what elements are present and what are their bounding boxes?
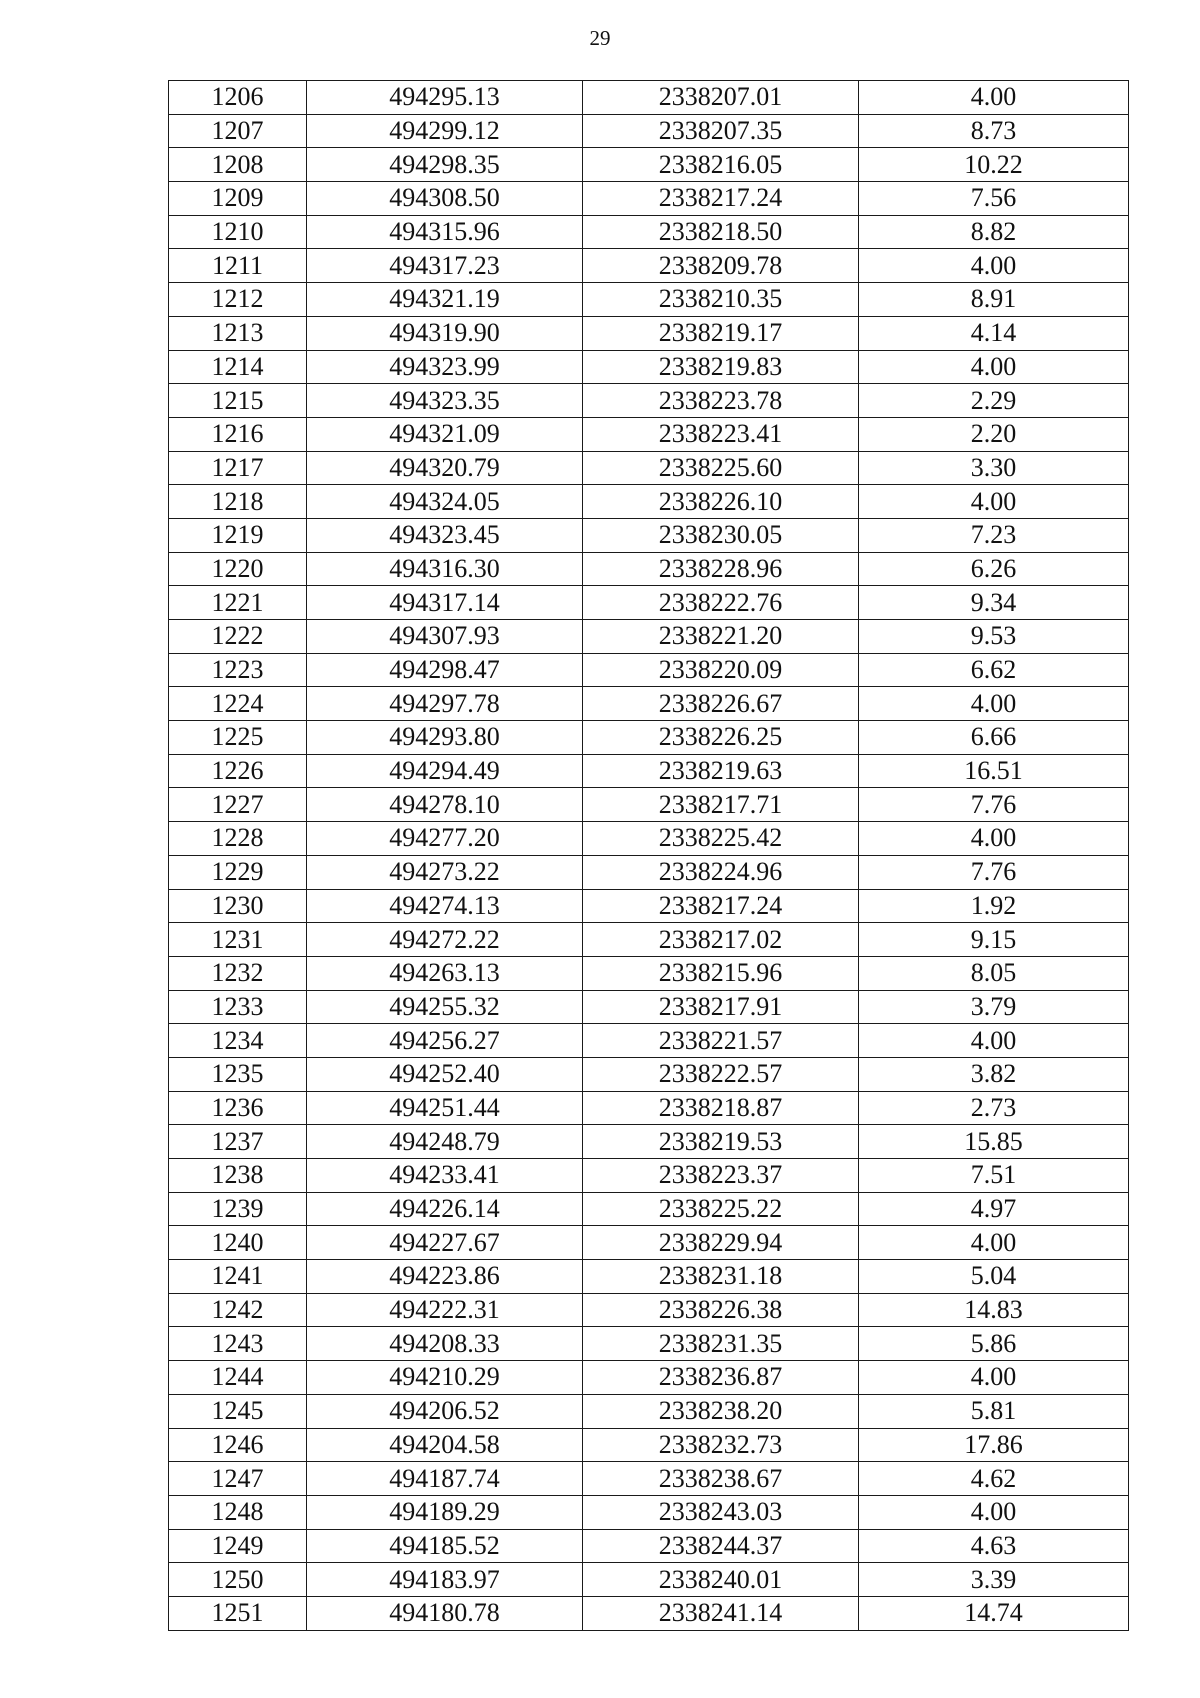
- point-number-cell: 1213: [169, 316, 307, 350]
- point-number-cell: 1209: [169, 182, 307, 216]
- point-number-cell: 1228: [169, 822, 307, 856]
- x-coordinate-cell: 494278.10: [307, 788, 583, 822]
- y-coordinate-cell: 2338232.73: [583, 1428, 859, 1462]
- table-row: [169, 1563, 1129, 1597]
- distance-cell: 7.56: [859, 182, 1129, 216]
- table-row: [169, 114, 1129, 148]
- y-coordinate-cell: 2338243.03: [583, 1495, 859, 1529]
- point-number-cell: 1250: [169, 1563, 307, 1597]
- point-number-cell: 1211: [169, 249, 307, 283]
- table-row: [169, 1529, 1129, 1563]
- y-coordinate-cell: 2338231.18: [583, 1260, 859, 1294]
- table-row: [169, 1057, 1129, 1091]
- x-coordinate-cell: 494189.29: [307, 1495, 583, 1529]
- table-row: [169, 1462, 1129, 1496]
- distance-cell: 4.14: [859, 316, 1129, 350]
- table-row: [169, 788, 1129, 822]
- table-row: [169, 1361, 1129, 1395]
- y-coordinate-cell: 2338228.96: [583, 552, 859, 586]
- point-number-cell: 1235: [169, 1057, 307, 1091]
- y-coordinate-cell: 2338219.17: [583, 316, 859, 350]
- y-coordinate-cell: 2338217.91: [583, 990, 859, 1024]
- y-coordinate-cell: 2338241.14: [583, 1596, 859, 1630]
- point-number-cell: 1232: [169, 956, 307, 990]
- x-coordinate-cell: 494317.14: [307, 586, 583, 620]
- distance-cell: 6.62: [859, 653, 1129, 687]
- distance-cell: 4.00: [859, 350, 1129, 384]
- table-row: [169, 1125, 1129, 1159]
- point-number-cell: 1216: [169, 417, 307, 451]
- x-coordinate-cell: 494307.93: [307, 620, 583, 654]
- point-number-cell: 1233: [169, 990, 307, 1024]
- x-coordinate-cell: 494273.22: [307, 855, 583, 889]
- table-row: [169, 215, 1129, 249]
- x-coordinate-cell: 494208.33: [307, 1327, 583, 1361]
- y-coordinate-cell: 2338217.02: [583, 923, 859, 957]
- x-coordinate-cell: 494293.80: [307, 721, 583, 755]
- y-coordinate-cell: 2338219.83: [583, 350, 859, 384]
- x-coordinate-cell: 494320.79: [307, 451, 583, 485]
- coordinate-table: [168, 80, 1129, 1631]
- y-coordinate-cell: 2338230.05: [583, 518, 859, 552]
- x-coordinate-cell: 494274.13: [307, 889, 583, 923]
- y-coordinate-cell: 2338238.20: [583, 1394, 859, 1428]
- y-coordinate-cell: 2338244.37: [583, 1529, 859, 1563]
- x-coordinate-cell: 494248.79: [307, 1125, 583, 1159]
- point-number-cell: 1230: [169, 889, 307, 923]
- distance-cell: 4.00: [859, 687, 1129, 721]
- point-number-cell: 1217: [169, 451, 307, 485]
- y-coordinate-cell: 2338231.35: [583, 1327, 859, 1361]
- point-number-cell: 1215: [169, 384, 307, 418]
- x-coordinate-cell: 494256.27: [307, 1024, 583, 1058]
- x-coordinate-cell: 494321.19: [307, 283, 583, 317]
- distance-cell: 4.00: [859, 822, 1129, 856]
- point-number-cell: 1241: [169, 1260, 307, 1294]
- distance-cell: 5.04: [859, 1260, 1129, 1294]
- x-coordinate-cell: 494295.13: [307, 81, 583, 115]
- y-coordinate-cell: 2338224.96: [583, 855, 859, 889]
- distance-cell: 4.00: [859, 81, 1129, 115]
- y-coordinate-cell: 2338207.35: [583, 114, 859, 148]
- x-coordinate-cell: 494315.96: [307, 215, 583, 249]
- x-coordinate-cell: 494298.35: [307, 148, 583, 182]
- y-coordinate-cell: 2338209.78: [583, 249, 859, 283]
- point-number-cell: 1214: [169, 350, 307, 384]
- y-coordinate-cell: 2338219.53: [583, 1125, 859, 1159]
- table-row: [169, 620, 1129, 654]
- distance-cell: 8.91: [859, 283, 1129, 317]
- y-coordinate-cell: 2338226.67: [583, 687, 859, 721]
- distance-cell: 7.76: [859, 788, 1129, 822]
- point-number-cell: 1238: [169, 1159, 307, 1193]
- table-row: [169, 283, 1129, 317]
- distance-cell: 10.22: [859, 148, 1129, 182]
- distance-cell: 2.29: [859, 384, 1129, 418]
- distance-cell: 7.51: [859, 1159, 1129, 1193]
- x-coordinate-cell: 494323.99: [307, 350, 583, 384]
- table-row: [169, 81, 1129, 115]
- table-row: [169, 687, 1129, 721]
- x-coordinate-cell: 494180.78: [307, 1596, 583, 1630]
- y-coordinate-cell: 2338226.25: [583, 721, 859, 755]
- page-number: 29: [589, 26, 611, 50]
- x-coordinate-cell: 494251.44: [307, 1091, 583, 1125]
- table-row: [169, 721, 1129, 755]
- x-coordinate-cell: 494187.74: [307, 1462, 583, 1496]
- distance-cell: 4.62: [859, 1462, 1129, 1496]
- table-row: [169, 889, 1129, 923]
- distance-cell: 7.23: [859, 518, 1129, 552]
- table-row: [169, 1159, 1129, 1193]
- x-coordinate-cell: 494317.23: [307, 249, 583, 283]
- x-coordinate-cell: 494298.47: [307, 653, 583, 687]
- x-coordinate-cell: 494185.52: [307, 1529, 583, 1563]
- table-row: [169, 249, 1129, 283]
- distance-cell: 3.39: [859, 1563, 1129, 1597]
- distance-cell: 6.26: [859, 552, 1129, 586]
- table-row: [169, 1260, 1129, 1294]
- table-row: [169, 1327, 1129, 1361]
- point-number-cell: 1207: [169, 114, 307, 148]
- y-coordinate-cell: 2338223.78: [583, 384, 859, 418]
- point-number-cell: 1222: [169, 620, 307, 654]
- distance-cell: 4.63: [859, 1529, 1129, 1563]
- y-coordinate-cell: 2338217.24: [583, 889, 859, 923]
- table-row: [169, 1596, 1129, 1630]
- distance-cell: 9.34: [859, 586, 1129, 620]
- point-number-cell: 1223: [169, 653, 307, 687]
- y-coordinate-cell: 2338223.37: [583, 1159, 859, 1193]
- distance-cell: 9.53: [859, 620, 1129, 654]
- x-coordinate-cell: 494255.32: [307, 990, 583, 1024]
- point-number-cell: 1242: [169, 1293, 307, 1327]
- y-coordinate-cell: 2338236.87: [583, 1361, 859, 1395]
- x-coordinate-cell: 494252.40: [307, 1057, 583, 1091]
- table-row: [169, 1293, 1129, 1327]
- table-row: [169, 653, 1129, 687]
- table-row: [169, 485, 1129, 519]
- point-number-cell: 1239: [169, 1192, 307, 1226]
- table-row: [169, 990, 1129, 1024]
- distance-cell: 3.82: [859, 1057, 1129, 1091]
- table-row: [169, 822, 1129, 856]
- y-coordinate-cell: 2338220.09: [583, 653, 859, 687]
- distance-cell: 8.82: [859, 215, 1129, 249]
- point-number-cell: 1221: [169, 586, 307, 620]
- point-number-cell: 1236: [169, 1091, 307, 1125]
- table-row: [169, 182, 1129, 216]
- point-number-cell: 1206: [169, 81, 307, 115]
- point-number-cell: 1248: [169, 1495, 307, 1529]
- y-coordinate-cell: 2338215.96: [583, 956, 859, 990]
- distance-cell: 5.81: [859, 1394, 1129, 1428]
- x-coordinate-cell: 494277.20: [307, 822, 583, 856]
- y-coordinate-cell: 2338217.71: [583, 788, 859, 822]
- table-row: [169, 518, 1129, 552]
- distance-cell: 16.51: [859, 754, 1129, 788]
- point-number-cell: 1247: [169, 1462, 307, 1496]
- table-row: [169, 1394, 1129, 1428]
- point-number-cell: 1251: [169, 1596, 307, 1630]
- x-coordinate-cell: 494222.31: [307, 1293, 583, 1327]
- distance-cell: 7.76: [859, 855, 1129, 889]
- x-coordinate-cell: 494233.41: [307, 1159, 583, 1193]
- x-coordinate-cell: 494308.50: [307, 182, 583, 216]
- distance-cell: 3.30: [859, 451, 1129, 485]
- distance-cell: 6.66: [859, 721, 1129, 755]
- x-coordinate-cell: 494323.35: [307, 384, 583, 418]
- y-coordinate-cell: 2338221.57: [583, 1024, 859, 1058]
- y-coordinate-cell: 2338226.10: [583, 485, 859, 519]
- y-coordinate-cell: 2338225.42: [583, 822, 859, 856]
- y-coordinate-cell: 2338238.67: [583, 1462, 859, 1496]
- table-row: [169, 1226, 1129, 1260]
- table-row: [169, 384, 1129, 418]
- point-number-cell: 1229: [169, 855, 307, 889]
- table-row: [169, 451, 1129, 485]
- table-row: [169, 855, 1129, 889]
- distance-cell: 15.85: [859, 1125, 1129, 1159]
- y-coordinate-cell: 2338221.20: [583, 620, 859, 654]
- distance-cell: 4.97: [859, 1192, 1129, 1226]
- y-coordinate-cell: 2338217.24: [583, 182, 859, 216]
- y-coordinate-cell: 2338225.22: [583, 1192, 859, 1226]
- table-row: [169, 1495, 1129, 1529]
- coordinate-table-body: [169, 81, 1129, 1631]
- point-number-cell: 1208: [169, 148, 307, 182]
- distance-cell: 1.92: [859, 889, 1129, 923]
- distance-cell: 4.00: [859, 1226, 1129, 1260]
- point-number-cell: 1240: [169, 1226, 307, 1260]
- x-coordinate-cell: 494323.45: [307, 518, 583, 552]
- y-coordinate-cell: 2338240.01: [583, 1563, 859, 1597]
- table-row: [169, 350, 1129, 384]
- x-coordinate-cell: 494210.29: [307, 1361, 583, 1395]
- table-row: [169, 956, 1129, 990]
- table-row: [169, 1091, 1129, 1125]
- distance-cell: 5.86: [859, 1327, 1129, 1361]
- point-number-cell: 1224: [169, 687, 307, 721]
- point-number-cell: 1243: [169, 1327, 307, 1361]
- distance-cell: 17.86: [859, 1428, 1129, 1462]
- y-coordinate-cell: 2338216.05: [583, 148, 859, 182]
- point-number-cell: 1234: [169, 1024, 307, 1058]
- y-coordinate-cell: 2338218.87: [583, 1091, 859, 1125]
- table-row: [169, 316, 1129, 350]
- distance-cell: 4.00: [859, 1024, 1129, 1058]
- y-coordinate-cell: 2338229.94: [583, 1226, 859, 1260]
- y-coordinate-cell: 2338222.57: [583, 1057, 859, 1091]
- table-row: [169, 1192, 1129, 1226]
- y-coordinate-cell: 2338219.63: [583, 754, 859, 788]
- point-number-cell: 1220: [169, 552, 307, 586]
- distance-cell: 2.73: [859, 1091, 1129, 1125]
- distance-cell: 2.20: [859, 417, 1129, 451]
- x-coordinate-cell: 494324.05: [307, 485, 583, 519]
- x-coordinate-cell: 494294.49: [307, 754, 583, 788]
- y-coordinate-cell: 2338223.41: [583, 417, 859, 451]
- table-row: [169, 552, 1129, 586]
- point-number-cell: 1210: [169, 215, 307, 249]
- point-number-cell: 1218: [169, 485, 307, 519]
- point-number-cell: 1237: [169, 1125, 307, 1159]
- y-coordinate-cell: 2338210.35: [583, 283, 859, 317]
- table-row: [169, 417, 1129, 451]
- point-number-cell: 1244: [169, 1361, 307, 1395]
- table-row: [169, 148, 1129, 182]
- distance-cell: 4.00: [859, 1495, 1129, 1529]
- y-coordinate-cell: 2338222.76: [583, 586, 859, 620]
- x-coordinate-cell: 494297.78: [307, 687, 583, 721]
- x-coordinate-cell: 494319.90: [307, 316, 583, 350]
- table-row: [169, 1428, 1129, 1462]
- distance-cell: 9.15: [859, 923, 1129, 957]
- point-number-cell: 1225: [169, 721, 307, 755]
- x-coordinate-cell: 494316.30: [307, 552, 583, 586]
- point-number-cell: 1245: [169, 1394, 307, 1428]
- table-row: [169, 586, 1129, 620]
- x-coordinate-cell: 494226.14: [307, 1192, 583, 1226]
- distance-cell: 8.05: [859, 956, 1129, 990]
- distance-cell: 14.74: [859, 1596, 1129, 1630]
- distance-cell: 14.83: [859, 1293, 1129, 1327]
- x-coordinate-cell: 494204.58: [307, 1428, 583, 1462]
- distance-cell: 4.00: [859, 485, 1129, 519]
- point-number-cell: 1227: [169, 788, 307, 822]
- y-coordinate-cell: 2338207.01: [583, 81, 859, 115]
- distance-cell: 4.00: [859, 1361, 1129, 1395]
- point-number-cell: 1249: [169, 1529, 307, 1563]
- x-coordinate-cell: 494206.52: [307, 1394, 583, 1428]
- table-row: [169, 754, 1129, 788]
- distance-cell: 8.73: [859, 114, 1129, 148]
- distance-cell: 4.00: [859, 249, 1129, 283]
- table-row: [169, 1024, 1129, 1058]
- table-row: [169, 923, 1129, 957]
- x-coordinate-cell: 494321.09: [307, 417, 583, 451]
- x-coordinate-cell: 494223.86: [307, 1260, 583, 1294]
- distance-cell: 3.79: [859, 990, 1129, 1024]
- x-coordinate-cell: 494183.97: [307, 1563, 583, 1597]
- point-number-cell: 1226: [169, 754, 307, 788]
- point-number-cell: 1219: [169, 518, 307, 552]
- point-number-cell: 1231: [169, 923, 307, 957]
- x-coordinate-cell: 494227.67: [307, 1226, 583, 1260]
- x-coordinate-cell: 494263.13: [307, 956, 583, 990]
- point-number-cell: 1212: [169, 283, 307, 317]
- y-coordinate-cell: 2338226.38: [583, 1293, 859, 1327]
- x-coordinate-cell: 494299.12: [307, 114, 583, 148]
- x-coordinate-cell: 494272.22: [307, 923, 583, 957]
- y-coordinate-cell: 2338225.60: [583, 451, 859, 485]
- y-coordinate-cell: 2338218.50: [583, 215, 859, 249]
- point-number-cell: 1246: [169, 1428, 307, 1462]
